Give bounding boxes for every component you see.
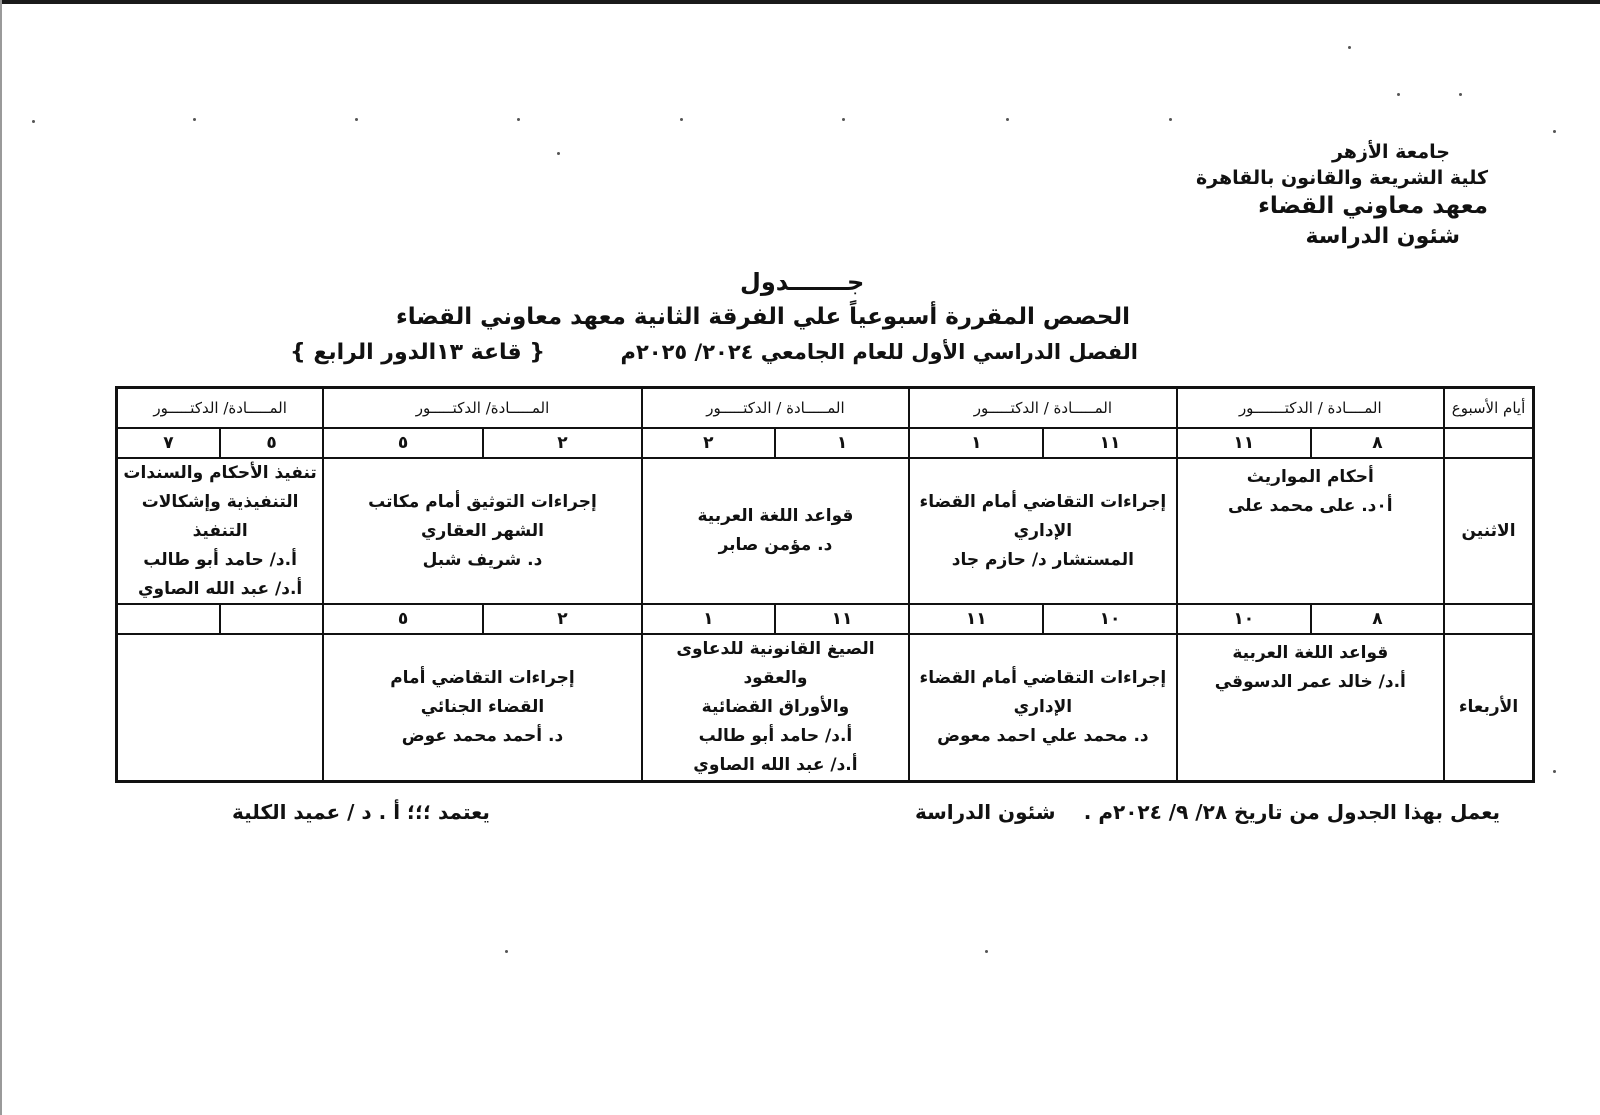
instructor-name: د. محمد علي احمد معوض	[937, 726, 1149, 747]
period-number: ١	[642, 604, 775, 634]
empty-cell	[1444, 428, 1533, 458]
course-cell	[642, 458, 909, 604]
days-column-header: أيام الأسبوع	[1444, 388, 1533, 429]
course-cell	[117, 458, 324, 604]
course-name: إجراءات التقاضي أمام القضاء	[919, 491, 1167, 512]
hall-line: { قاعة ١٣الدور الرابع }	[290, 340, 546, 365]
scan-speck	[1006, 118, 1009, 121]
course-name: إجراءات التقاضي أمام	[390, 668, 575, 689]
day-name: الاثنين	[1444, 458, 1533, 604]
day-name: الأربعاء	[1444, 634, 1533, 781]
empty-cell	[1444, 604, 1533, 634]
instructor-name: د. أحمد محمد عوض	[401, 726, 564, 747]
instructor-name: د. مؤمن صابر	[718, 535, 833, 556]
period-number: ٥	[323, 604, 483, 634]
course-cell	[323, 634, 642, 781]
scan-speck	[1169, 118, 1172, 121]
period-number: ١	[909, 428, 1043, 458]
semester-line: الفصل الدراسي الأول للعام الجامعي ٢٠٢٤/ ٢٠٢٥م	[620, 340, 1138, 364]
course-name: قواعد اللغة العربية	[697, 506, 854, 527]
scan-speck	[1348, 46, 1351, 49]
period-number: ١٠	[1177, 604, 1311, 634]
scan-speck	[1459, 93, 1462, 96]
institute-name: معهد معاوني القضاء	[1258, 193, 1488, 220]
course-name: والأوراق القضائية	[701, 697, 850, 718]
scan-speck	[1553, 770, 1556, 773]
effective-date-note: يعمل بهذا الجدول من تاريخ ٢٨/ ٩/ ٢٠٢٤م .	[1083, 800, 1500, 824]
period-number: ١٠	[1043, 604, 1176, 634]
scan-speck	[505, 950, 508, 953]
column-header: المـــــادة/ الدكتـــــور	[117, 388, 324, 429]
column-header: المـــــادة/ الدكتـــــور	[323, 388, 642, 429]
course-cell	[909, 634, 1176, 781]
scan-speck	[32, 120, 35, 123]
period-numbers-row	[117, 428, 1534, 458]
period-number: ١١	[1177, 428, 1311, 458]
schedule-title: الحصص المقررة أسبوعياً علي الفرقة الثانية معهد معاوني القضاء	[395, 304, 1130, 330]
course-cell	[909, 458, 1176, 604]
period-number: ١١	[1043, 428, 1176, 458]
dean-approval: يعتمد ؛؛؛ أ . د / عميد الكلية	[232, 800, 490, 824]
period-number: ٢	[642, 428, 775, 458]
schedule-row-wednesday	[117, 634, 1534, 781]
period-number: ١١	[909, 604, 1043, 634]
period-number	[117, 604, 220, 634]
course-cell	[642, 634, 909, 781]
table-header-row	[117, 388, 1534, 429]
column-header: المــــادة / الدكتـــــــور	[1177, 388, 1444, 429]
column-header: المـــــادة / الدكتـــــور	[642, 388, 909, 429]
course-name: القضاء الجنائي	[420, 697, 545, 718]
period-number: ٥	[220, 428, 323, 458]
empty-course-cell	[117, 634, 324, 781]
scan-speck	[1397, 93, 1400, 96]
instructor-name: د. شريف شبل	[422, 549, 543, 570]
scan-left-edge	[0, 0, 2, 1115]
scan-top-edge	[0, 0, 1600, 4]
period-number: ٢	[483, 604, 642, 634]
study-affairs-signature: شئون الدراسة	[915, 800, 1056, 824]
course-name: الإداري	[1013, 520, 1073, 541]
instructor-name: أ٠د. على محمد على	[1227, 495, 1393, 516]
scan-speck	[1553, 130, 1556, 133]
instructor-name: المستشار د/ حازم جاد	[951, 549, 1134, 570]
faculty-name: كلية الشريعة والقانون بالقاهرة	[1195, 166, 1488, 189]
schedule-table	[115, 386, 1535, 783]
period-number: ٨	[1311, 428, 1444, 458]
institution-header	[1196, 140, 1488, 252]
document-title: جـــــــدول	[740, 268, 865, 296]
university-name: جامعة الأزهر	[1331, 141, 1450, 163]
course-name: قواعد اللغة العربية	[1232, 643, 1389, 664]
course-cell	[1177, 458, 1444, 604]
course-name: أحكام المواريث	[1246, 467, 1374, 487]
period-number	[220, 604, 323, 634]
course-name: الصيغ القانونية للدعاوى والعقود	[676, 639, 875, 689]
period-number: ٢	[483, 428, 642, 458]
instructor-name: أ.د/ خالد عمر الدسوقي	[1214, 672, 1406, 693]
period-number: ١	[775, 428, 909, 458]
scan-speck	[557, 152, 560, 155]
course-name: تنفيذ الأحكام والسندات	[123, 463, 317, 483]
course-name: الإداري	[1013, 697, 1073, 718]
course-cell	[1177, 634, 1444, 781]
period-number: ٧	[117, 428, 220, 458]
course-name: الشهر العقاري	[420, 520, 544, 541]
scan-speck	[193, 118, 196, 121]
period-number: ١١	[775, 604, 909, 634]
scan-speck	[355, 118, 358, 121]
course-name: التنفيذ	[192, 520, 248, 541]
period-numbers-row	[117, 604, 1534, 634]
scan-speck	[985, 950, 988, 953]
course-name: التنفيذية وإشكالات	[141, 491, 299, 512]
department-name: شئون الدراسة	[1305, 224, 1460, 250]
instructor-name: أ.د/ عبد الله الصاوي	[693, 755, 858, 776]
period-number: ٨	[1311, 604, 1444, 634]
instructor-name: أ.د/ حامد أبو طالب	[143, 549, 297, 570]
scan-speck	[517, 118, 520, 121]
course-name: إجراءات التقاضي أمام القضاء	[919, 668, 1167, 689]
instructor-name: أ.د/ عبد الله الصاوي	[137, 578, 303, 599]
course-name: إجراءات التوثيق أمام مكاتب	[368, 491, 597, 512]
column-header: المـــــادة / الدكتـــــور	[909, 388, 1176, 429]
period-number: ٥	[323, 428, 483, 458]
schedule-row-monday	[117, 458, 1534, 604]
scan-speck	[842, 118, 845, 121]
instructor-name: أ.د/ حامد أبو طالب	[698, 726, 853, 747]
scan-speck	[680, 118, 683, 121]
course-cell	[323, 458, 642, 604]
